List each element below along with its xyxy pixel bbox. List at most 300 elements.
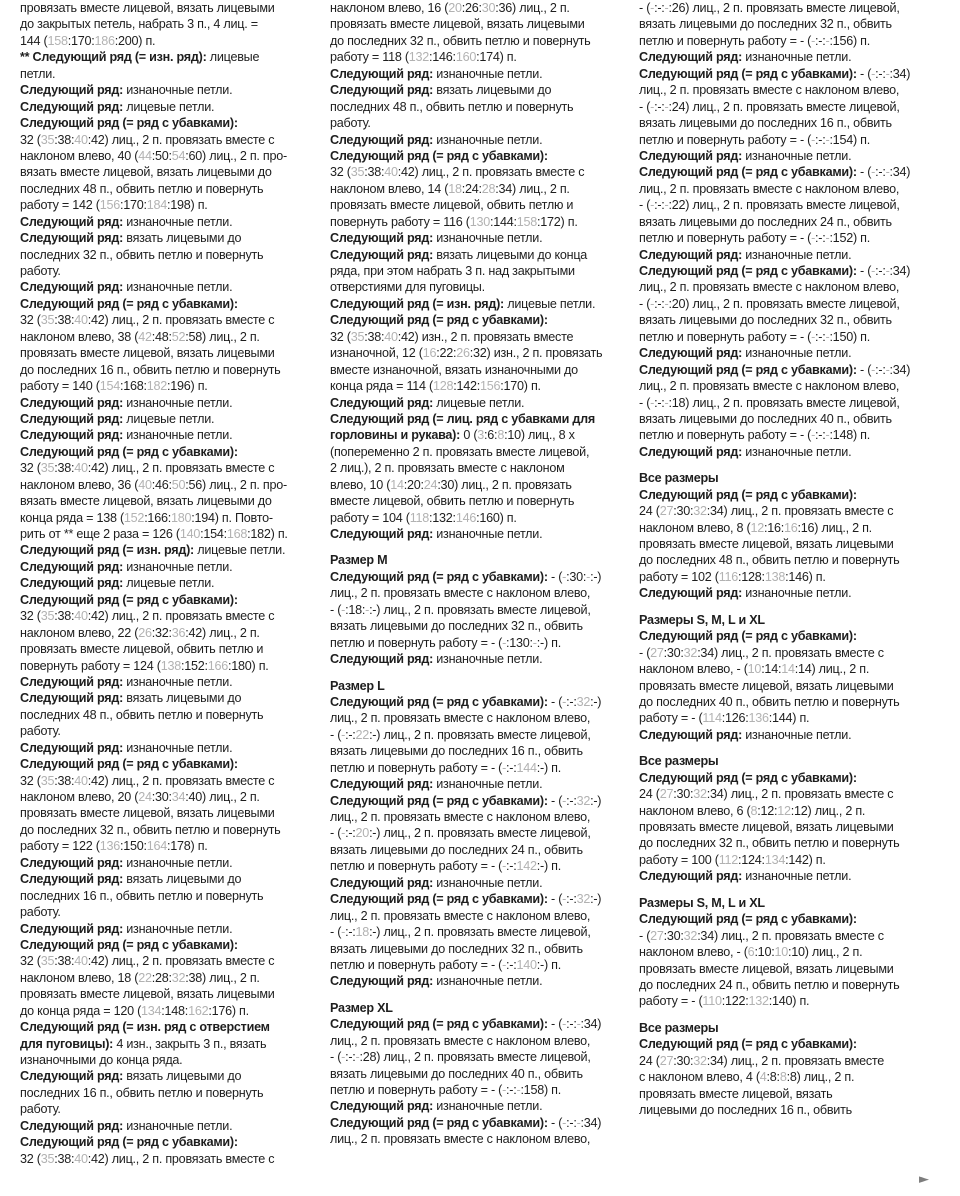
text-run: :38) лиц., 2 п.	[185, 970, 260, 985]
text-run: работу = 122 (	[20, 839, 100, 854]
text-run: :-:	[815, 132, 826, 147]
text-line	[20, 214, 318, 230]
text-line	[20, 953, 318, 969]
text-line	[330, 743, 628, 759]
size-value-highlight: -	[502, 1083, 507, 1097]
size-value-highlight: 26	[456, 346, 470, 361]
bold-text: Следующий ряд (= ряд с убавками):	[639, 912, 857, 927]
size-value-highlight: 134	[764, 852, 786, 867]
size-value-highlight: 8	[779, 1070, 787, 1085]
text-run: вязать лицевыми до последних 32 п., обвить	[330, 941, 583, 956]
size-value-highlight: -	[355, 1050, 360, 1065]
text-line	[20, 427, 318, 443]
text-line	[20, 526, 318, 542]
size-value-highlight: -	[811, 33, 816, 48]
text-run: провязать вместе лицевой, вязать лицевыми	[639, 961, 894, 976]
text-line	[330, 924, 628, 940]
text-run: повернуть работу = 116 (	[330, 214, 470, 229]
text-line	[639, 197, 939, 213]
text-run: :200) п.	[114, 33, 156, 48]
size-value-highlight: 32	[576, 694, 591, 709]
size-value-highlight: 30	[481, 1, 496, 15]
text-run: изнаночные петли.	[742, 869, 852, 884]
text-line	[330, 345, 628, 361]
text-line	[330, 181, 628, 197]
text-line	[639, 279, 939, 295]
text-run: :150:	[119, 839, 147, 854]
text-run: :12:	[757, 803, 778, 818]
text-run: :-) п.	[536, 957, 561, 972]
text-run: вместе лицевой, обвить петлю и повернуть	[330, 494, 575, 509]
text-run: изнаночные петли.	[123, 855, 233, 870]
text-run: лиц., 2 п. провязать вместе с наклоном влево,	[330, 810, 591, 824]
text-run: провязать вместе лицевой, обвить петлю и	[330, 198, 574, 213]
text-line	[20, 608, 318, 624]
size-value-highlight: -	[871, 66, 876, 81]
text-run: :140) п.	[768, 994, 810, 1009]
size-value-highlight: 32	[576, 892, 591, 907]
size-value-highlight: 24	[423, 477, 438, 492]
bold-text: Следующий ряд (= ряд с убавками):	[330, 569, 548, 584]
size-value-highlight: 132	[748, 994, 769, 1009]
bold-text: Следующий ряд:	[330, 777, 434, 792]
size-value-highlight: 32	[683, 928, 698, 943]
size-value-highlight: 18	[448, 181, 462, 196]
text-run: :42) лиц., 2 п.	[185, 625, 260, 640]
text-column-1	[20, 0, 318, 1167]
text-run: - (	[547, 569, 563, 584]
text-run: :18) лиц., 2 п. провязать вместе лицевой,	[668, 395, 900, 410]
text-line	[20, 937, 318, 953]
text-line	[20, 1003, 318, 1019]
text-run: вязать лицевыми до	[123, 231, 242, 246]
text-run: изнаночные петли.	[123, 428, 233, 443]
text-run: лицевые петли.	[433, 395, 525, 410]
text-line	[639, 1102, 939, 1118]
text-line	[330, 510, 628, 526]
text-line	[20, 279, 318, 295]
size-value-highlight: -	[664, 296, 669, 311]
text-run: 32 (	[20, 773, 41, 788]
text-run: лиц., 2 п. провязать вместе с наклоном влево,	[330, 1033, 591, 1048]
text-run: :8:	[766, 1070, 780, 1085]
text-run: :152) п.	[829, 231, 870, 246]
text-run: изнаночные петли.	[123, 1118, 233, 1133]
text-run: :8) лиц., 2 п.	[786, 1070, 855, 1085]
text-run: 24 (	[639, 504, 660, 519]
text-line	[20, 378, 318, 394]
text-line	[20, 1052, 318, 1068]
size-value-highlight: 118	[409, 510, 430, 525]
text-line	[639, 312, 939, 328]
bold-text: Следующий ряд (= изн. ряд):	[20, 543, 194, 558]
text-line	[20, 970, 318, 986]
text-run: :42) лиц., 2 п. провязать вместе с	[87, 773, 275, 788]
bold-text: Следующий ряд:	[20, 83, 124, 98]
text-run: петлю и повернуть работу = - (	[639, 231, 812, 246]
size-value-highlight: -	[532, 635, 537, 650]
text-run: :170:	[119, 198, 147, 213]
text-run: :6:	[484, 428, 498, 443]
size-value-highlight: -	[811, 231, 816, 246]
text-run: :-:	[815, 428, 826, 443]
text-line	[330, 1082, 628, 1098]
size-value-highlight: 36	[171, 625, 186, 640]
size-value-highlight: 158	[47, 33, 68, 48]
text-line	[20, 1068, 318, 1084]
text-run: лицевые	[206, 50, 260, 65]
text-run: конца ряда = 138 (	[20, 510, 124, 525]
bold-text: Следующий ряд (= ряд с убавками):	[330, 1017, 548, 1032]
text-run: лицевыми до последних 16 п., обвить	[639, 1103, 852, 1117]
text-run: :150) п.	[829, 329, 870, 344]
text-line	[20, 296, 318, 312]
text-run: :18:	[345, 602, 366, 617]
text-run: конца ряда = 114 (	[330, 379, 433, 394]
text-run: наклоном влево, 6 (	[639, 803, 751, 818]
size-value-highlight: -	[650, 99, 655, 114]
size-value-highlight: 40	[138, 477, 152, 492]
text-run: :24) лиц., 2 п. провязать вместе лицевой,	[668, 99, 900, 114]
size-value-highlight: 40	[74, 461, 88, 476]
text-run: последних 48 п., обвить петлю и повернуть	[330, 99, 574, 114]
bold-text: Следующий ряд:	[330, 395, 434, 410]
text-run: :158) п.	[520, 1083, 561, 1097]
text-run: :196) п.	[167, 379, 208, 394]
text-line	[330, 411, 628, 427]
text-line	[330, 635, 628, 651]
bold-text: Следующий ряд:	[20, 395, 124, 410]
text-line	[639, 99, 939, 115]
text-line	[330, 1000, 628, 1016]
bold-text: Следующий ряд:	[639, 148, 743, 163]
size-value-highlight: -	[825, 428, 830, 443]
bold-text: Следующий ряд (= изн. ряд с отверстием	[20, 1020, 270, 1035]
text-run: работу = 100 (	[639, 852, 719, 867]
text-line	[639, 961, 939, 977]
size-value-highlight: 35	[350, 165, 365, 180]
bold-text: Следующий ряд (= ряд с убавками):	[20, 937, 238, 952]
size-value-highlight: -	[562, 1017, 567, 1032]
size-value-highlight: -	[664, 395, 669, 410]
text-line	[639, 345, 939, 361]
text-line	[20, 690, 318, 706]
text-line	[20, 66, 318, 82]
size-value-highlight: 3	[477, 428, 485, 443]
text-run: :168:	[119, 379, 147, 394]
text-run: изнаночные петли.	[742, 346, 852, 361]
text-line	[639, 977, 939, 993]
text-run: последних 32 п., обвить петлю и повернуть	[20, 247, 264, 262]
text-run: вязать лицевыми до конца	[433, 247, 588, 262]
text-line	[639, 612, 939, 628]
text-run: :-:	[875, 66, 886, 81]
size-value-highlight: 27	[659, 1053, 674, 1068]
size-value-highlight: 182	[146, 379, 168, 394]
size-value-highlight: 27	[650, 645, 664, 660]
bold-text: Следующий ряд:	[20, 691, 124, 706]
text-line	[20, 16, 318, 32]
text-line	[20, 592, 318, 608]
size-value-highlight: 22	[355, 727, 370, 742]
text-line	[330, 164, 628, 180]
size-value-highlight: -	[341, 1050, 346, 1065]
text-run: :-:	[815, 231, 826, 246]
text-run: провязать вместе лицевой, вязать лицевыми	[639, 678, 894, 693]
text-run: до последних 32 п., обвить петлю и повернуть	[20, 822, 281, 837]
text-run: :198) п.	[167, 198, 208, 213]
text-line	[20, 1019, 318, 1035]
size-value-highlight: 152	[123, 510, 145, 525]
text-run: провязать вместе лицевой, вязать	[639, 1086, 833, 1101]
text-run: :58) лиц., 2 п.	[185, 329, 260, 344]
text-run: - (	[330, 1050, 342, 1065]
text-run: :26) лиц., 2 п. провязать вместе лицевой,	[668, 1, 900, 15]
text-line	[20, 789, 318, 805]
text-line	[20, 822, 318, 838]
text-line	[330, 460, 628, 476]
text-run: :-:	[654, 198, 665, 213]
size-value-highlight: -	[341, 727, 346, 742]
bold-text: Следующий ряд (= ряд с убавками):	[20, 592, 238, 607]
text-line	[20, 773, 318, 789]
text-line	[330, 362, 628, 378]
size-value-highlight: 6	[747, 945, 755, 960]
size-value-highlight: 40	[74, 773, 88, 788]
text-line	[20, 658, 318, 674]
text-line	[639, 628, 939, 644]
text-run: :132:	[429, 510, 456, 525]
bold-text: Следующий ряд (= ряд с убавками):	[639, 66, 857, 81]
text-line	[330, 842, 628, 858]
text-run: :-:	[654, 395, 665, 410]
text-run: :156) п.	[829, 33, 870, 48]
bold-text: Следующий ряд:	[20, 1118, 124, 1133]
text-run: :-)	[590, 569, 602, 584]
text-run: последних 48 п., обвить петлю и повернуть	[20, 707, 264, 722]
size-value-highlight: 156	[99, 198, 120, 213]
text-run: :12) лиц., 2 п.	[790, 803, 866, 818]
size-value-highlight: 8	[497, 428, 505, 443]
size-value-highlight: 50	[171, 477, 186, 492]
text-line	[330, 1049, 628, 1065]
text-run: :-:	[875, 362, 886, 377]
text-run: изнаночные петли.	[433, 875, 543, 890]
text-line	[639, 536, 939, 552]
text-line	[20, 345, 318, 361]
paragraph-gap	[639, 1010, 939, 1020]
size-value-highlight: -	[825, 329, 830, 344]
text-run: :-:	[345, 1050, 356, 1065]
size-value-highlight: 110	[702, 994, 722, 1009]
text-line	[330, 197, 628, 213]
bold-text: Следующий ряд:	[639, 346, 743, 361]
size-value-highlight: 35	[40, 1151, 55, 1166]
text-run: :34)	[889, 66, 911, 81]
text-run: 24 (	[639, 1053, 660, 1068]
text-run: :56) лиц., 2 п. про-	[185, 477, 287, 492]
text-line	[330, 776, 628, 792]
next-page-arrow-icon[interactable]: ►	[919, 1172, 929, 1187]
text-run: вязать лицевыми до последних 24 п., обвить	[330, 842, 583, 857]
text-run: лиц., 2 п. провязать вместе с наклоном влево,	[639, 181, 900, 196]
size-value-highlight: 144	[516, 760, 537, 775]
text-run: :42) лиц., 2 п. провязать вместе с	[87, 609, 275, 624]
text-run: :178) п.	[167, 839, 208, 854]
text-run: :-) п.	[536, 760, 561, 775]
text-run: :182) п.	[247, 527, 288, 541]
bold-text: Следующий ряд:	[639, 444, 743, 459]
text-line	[330, 312, 628, 328]
text-line	[20, 542, 318, 558]
text-line	[20, 1134, 318, 1150]
text-line	[639, 411, 939, 427]
text-line	[639, 835, 939, 851]
size-value-highlight: -	[885, 66, 890, 81]
text-run: - (	[547, 1017, 563, 1032]
text-run: 32 (	[20, 1151, 41, 1166]
text-run: :38:	[54, 313, 75, 328]
text-run: вязать лицевыми до последних 40 п., обвить	[639, 411, 892, 426]
text-run: работу.	[20, 905, 61, 920]
bold-text: Все размеры	[639, 1020, 719, 1035]
text-run: повернуть работу = 124 (	[20, 658, 161, 673]
text-line	[639, 710, 939, 726]
text-run: :42) изн., 2 п. провязать вместе	[397, 329, 574, 344]
text-line	[330, 552, 628, 568]
text-run: :10) лиц., 8 х	[504, 428, 575, 443]
text-line	[639, 895, 939, 911]
text-run: :38:	[54, 1151, 75, 1166]
paragraph-gap	[330, 542, 628, 552]
size-value-highlight: 35	[350, 329, 365, 344]
text-run: - (	[547, 694, 563, 709]
size-value-highlight: 166	[207, 658, 228, 673]
bold-text: Следующий ряд (= изн. ряд):	[330, 296, 504, 311]
text-line	[20, 82, 318, 98]
size-value-highlight: 16	[422, 346, 437, 361]
text-run: :24:	[461, 181, 482, 196]
text-line	[639, 678, 939, 694]
text-line	[639, 694, 939, 710]
text-line	[330, 1098, 628, 1114]
text-run: :16:	[764, 520, 785, 535]
text-run: :-:	[566, 1017, 577, 1032]
text-line	[639, 470, 939, 486]
size-value-highlight: 32	[683, 645, 698, 660]
size-value-highlight: -	[365, 602, 370, 617]
bold-text: Следующий ряд:	[20, 280, 124, 295]
text-run: вязать вместе лицевой, вязать лицевыми до	[20, 165, 272, 180]
bold-text: Следующий ряд:	[639, 727, 743, 742]
text-run: петлю и повернуть работу = - (	[330, 957, 503, 972]
size-value-highlight: 27	[650, 928, 664, 943]
text-run: :38:	[54, 461, 75, 476]
bold-text: Следующий ряд:	[330, 875, 434, 890]
bold-text: Следующий ряд (= ряд с убавками):	[639, 1037, 857, 1052]
text-line	[639, 552, 939, 568]
text-line	[20, 0, 318, 16]
size-value-highlight: 20	[355, 826, 370, 841]
size-value-highlight: 40	[74, 132, 88, 147]
size-value-highlight: 34	[171, 790, 186, 804]
text-run: изнаночные петли.	[433, 652, 543, 667]
text-run: :170) п.	[500, 379, 541, 394]
text-run: :46:	[151, 477, 172, 492]
paragraph-gap	[639, 460, 939, 470]
text-run: вязать лицевыми до последних 24 п., обвить	[639, 214, 892, 229]
text-run: наклоном влево, 14 (	[330, 181, 449, 196]
text-run: до последних 16 п., обвить петлю и повернуть	[20, 362, 281, 377]
text-line	[20, 723, 318, 739]
text-run: :146) п.	[785, 569, 826, 584]
text-run: :130:	[506, 635, 533, 650]
size-value-highlight: 40	[74, 313, 88, 328]
size-value-highlight: 146	[455, 510, 477, 525]
text-run: :-:	[815, 329, 826, 344]
text-run: :-) лиц., 2 п. провязать вместе лицевой,	[369, 727, 591, 742]
size-value-highlight: -	[650, 198, 655, 213]
text-line	[639, 993, 939, 1009]
text-run: 32 (	[20, 609, 41, 624]
size-value-highlight: 128	[432, 379, 454, 394]
text-line	[20, 230, 318, 246]
text-line	[639, 803, 939, 819]
text-run: :144:	[490, 214, 517, 229]
text-run: работу = 142 (	[20, 198, 100, 213]
paragraph-gap	[639, 602, 939, 612]
text-run: изнаночные петли.	[742, 148, 852, 163]
size-value-highlight: 14	[781, 662, 795, 677]
text-run: :-) лиц., 2 п. провязать вместе лицевой,	[369, 925, 591, 940]
text-run: вязать лицевыми до последних 32 п., обвить	[330, 619, 583, 634]
text-line	[20, 493, 318, 509]
size-value-highlight: -	[586, 569, 591, 584]
text-line	[639, 487, 939, 503]
text-line	[639, 928, 939, 944]
text-run: лицевые петли.	[123, 576, 215, 591]
text-run: изнаночные петли.	[742, 586, 852, 601]
text-run: вязать лицевыми до	[123, 872, 242, 887]
text-run: :30:	[663, 928, 684, 943]
text-line	[20, 707, 318, 723]
bold-text: Следующий ряд:	[20, 674, 124, 689]
text-run: изнаночные петли.	[123, 921, 233, 936]
bold-text: Следующий ряд:	[330, 974, 434, 989]
text-run: работу = - (	[639, 994, 703, 1009]
size-value-highlight: 10	[774, 945, 788, 960]
text-run: :124:	[738, 852, 765, 867]
size-value-highlight: 24	[138, 790, 152, 804]
text-run: лиц., 2 п. провязать вместе с наклоном влево,	[330, 711, 591, 726]
size-value-highlight: 28	[481, 181, 496, 196]
bold-text: Следующий ряд (= ряд с убавками):	[639, 629, 857, 644]
size-value-highlight: 134	[141, 1003, 162, 1018]
text-run: :30:	[673, 787, 694, 802]
text-run: работу.	[20, 264, 61, 278]
size-value-highlight: 140	[516, 957, 537, 972]
text-line	[330, 16, 628, 32]
text-line	[330, 66, 628, 82]
text-line	[330, 329, 628, 345]
text-run: изнаночные петли.	[742, 247, 852, 262]
text-run: лиц., 2 п. провязать вместе с наклоном влево,	[330, 908, 591, 923]
bold-text: горловины и рукава):	[330, 428, 461, 443]
text-line	[20, 49, 318, 65]
size-value-highlight: -	[576, 1017, 581, 1032]
text-line	[20, 247, 318, 263]
text-run: изнаночные петли.	[433, 231, 543, 246]
